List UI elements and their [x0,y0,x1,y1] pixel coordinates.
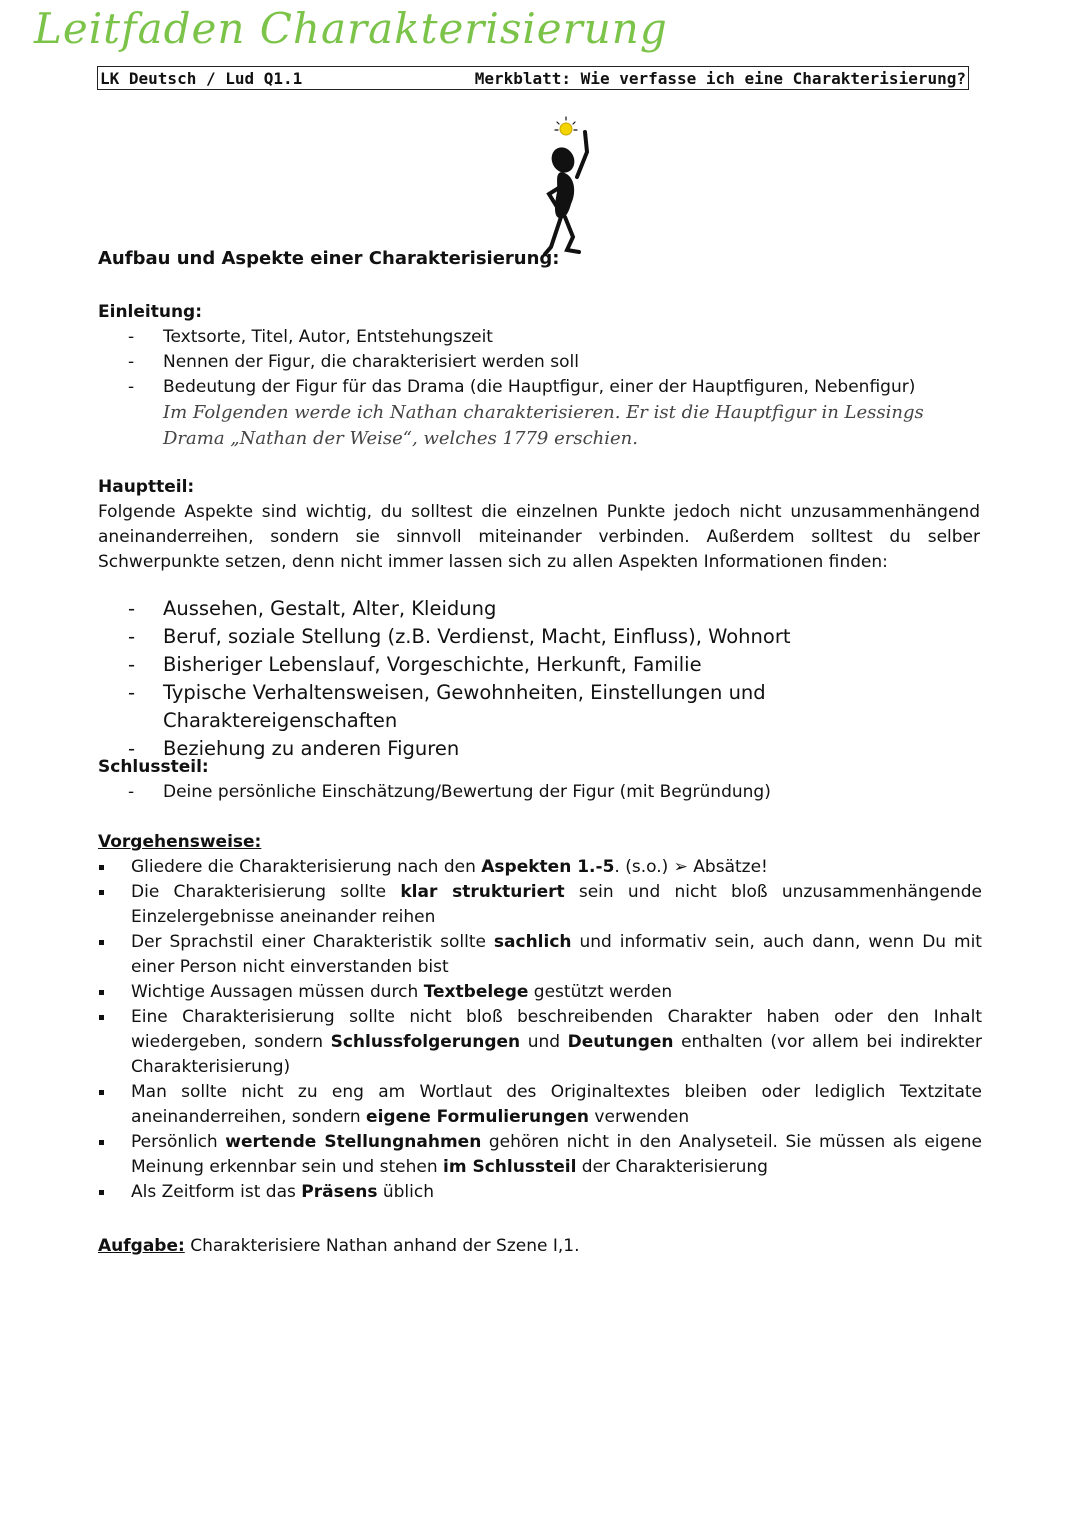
list-item: - Textsorte, Titel, Autor, Entstehungszeit [98,325,978,350]
aufgabe-label: Aufgabe: [98,1236,185,1256]
text-run: und informativ sein, auch dann, wenn Du mit einer Person nicht einverstanden bist [131,932,982,977]
list-item [98,1005,982,1080]
list-item: - Bisheriger Lebenslauf, Vorgeschichte, Herkunft, Familie [98,651,980,679]
text-run: Wichtige Aussagen müssen durch [131,982,424,1002]
emphasis-text: Deutungen [567,1032,674,1052]
hauptteil-aspects-list [98,595,980,763]
text-run: enthalten (vor allem bei indirekter Charakterisierung) [131,1032,982,1077]
emphasis-text: Aspekten 1.-5 [481,857,615,877]
text-run: Man sollte nicht zu eng am Wortlaut des Originaltextes bleiben oder lediglich Textzitate aneinanderreihen, sondern [131,1082,982,1127]
text-run: Die Charakterisierung sollte [131,882,401,902]
emphasis-text: Präsens [301,1182,378,1202]
text-run: gehören nicht in den Analyseteil. Sie müssen als eigene Meinung erkennbar sein und stehen [131,1132,982,1177]
text-run: Eine Charakterisierung sollte nicht bloß beschreibenden Charakter haben oder den Inhalt wiedergeben, sondern [131,1007,982,1052]
list-item [98,1080,982,1130]
text-run: . (s.o.) ➢ Absätze! [614,857,768,877]
text-run: und [520,1032,568,1052]
list-item [98,1130,982,1180]
text-run: üblich [377,1182,434,1202]
header-course: LK Deutsch / Lud Q1.1 [100,69,303,88]
vorgehensweise-list [98,855,982,1205]
einleitung-section [98,300,978,452]
header-sheet-title: Merkblatt: Wie verfasse ich eine Charakterisierung? [474,69,966,88]
list-item: - Nennen der Figur, die charakterisiert werden soll [98,350,978,375]
text-run: Persönlich [131,1132,226,1152]
section-title: Aufbau und Aspekte einer Charakterisierung: [98,248,560,269]
list-item [98,880,982,930]
emphasis-text: im Schlussteil [443,1157,577,1177]
list-item: - Aussehen, Gestalt, Alter, Kleidung [98,595,980,623]
handwritten-example: Im Folgenden werde ich Nathan charakterisieren. Er ist die Hauptfigur in Lessings Drama „Nathan der Weise“, welches 1779 erschien. [163,402,924,449]
list-item: - Bedeutung der Figur für das Drama (die Hauptfigur, einer der Hauptfiguren, Nebenfigur) [98,375,978,400]
vorgehensweise-section [98,830,982,1205]
emphasis-text: wertende Stellungnahmen [225,1132,482,1152]
hauptteil-heading: Hauptteil: [98,477,195,497]
aufgabe-text: Charakterisiere Nathan anhand der Szene I,1. [190,1236,580,1256]
emphasis-text: eigene Formulierungen [366,1107,590,1127]
vorgehensweise-heading: Vorgehensweise: [98,832,262,852]
header-box [97,66,969,90]
list-item: - Beruf, soziale Stellung (z.B. Verdienst, Macht, Einfluss), Wohnort [98,623,980,651]
emphasis-text: Schlussfolgerungen [330,1032,521,1052]
emphasis-text: Textbelege [423,982,529,1002]
schlussteil-heading: Schlussteil: [98,757,209,777]
text-run: der Charakterisierung [576,1157,768,1177]
list-item [98,980,982,1005]
text-run: Gliedere die Charakterisierung nach den [131,857,482,877]
text-run: Als Zeitform ist das [131,1182,302,1202]
list-item [98,1180,982,1205]
schlussteil-list [98,780,978,805]
einleitung-heading: Einleitung: [98,302,203,322]
list-item [98,855,982,880]
hauptteil-section [98,475,980,763]
aufgabe-line [98,1234,580,1259]
hauptteil-intro: Folgende Aspekte sind wichtig, du solltest die einzelnen Punkte jedoch nicht unzusammenhängend aneinanderreihen, sondern sie sinnvoll miteinander verbinden. Außerdem solltest du selber Schwerpunkte setzen, denn nicht immer lassen sich zu allen Aspekten Informationen finden: [98,502,980,572]
list-item: - Beziehung zu anderen Figuren [98,735,980,763]
text-run: gestützt werden [528,982,673,1002]
text-run: Der Sprachstil einer Charakteristik sollte [131,932,494,952]
schlussteil-section [98,755,978,805]
list-item: - Deine persönliche Einschätzung/Bewertung der Figur (mit Begründung) [98,780,978,805]
emphasis-text: klar strukturiert [400,882,565,902]
einleitung-list [98,325,978,400]
text-run: verwenden [589,1107,690,1127]
list-item [98,930,982,980]
handwritten-title: Leitfaden Charakterisierung [34,4,668,53]
text-run: sein und nicht bloß unzusammenhängende Einzelergebnisse aneinander reihen [131,882,982,927]
list-item: - Typische Verhaltensweisen, Gewohnheiten, Einstellungen und Charaktereigenschaften [98,679,980,735]
emphasis-text: sachlich [493,932,572,952]
